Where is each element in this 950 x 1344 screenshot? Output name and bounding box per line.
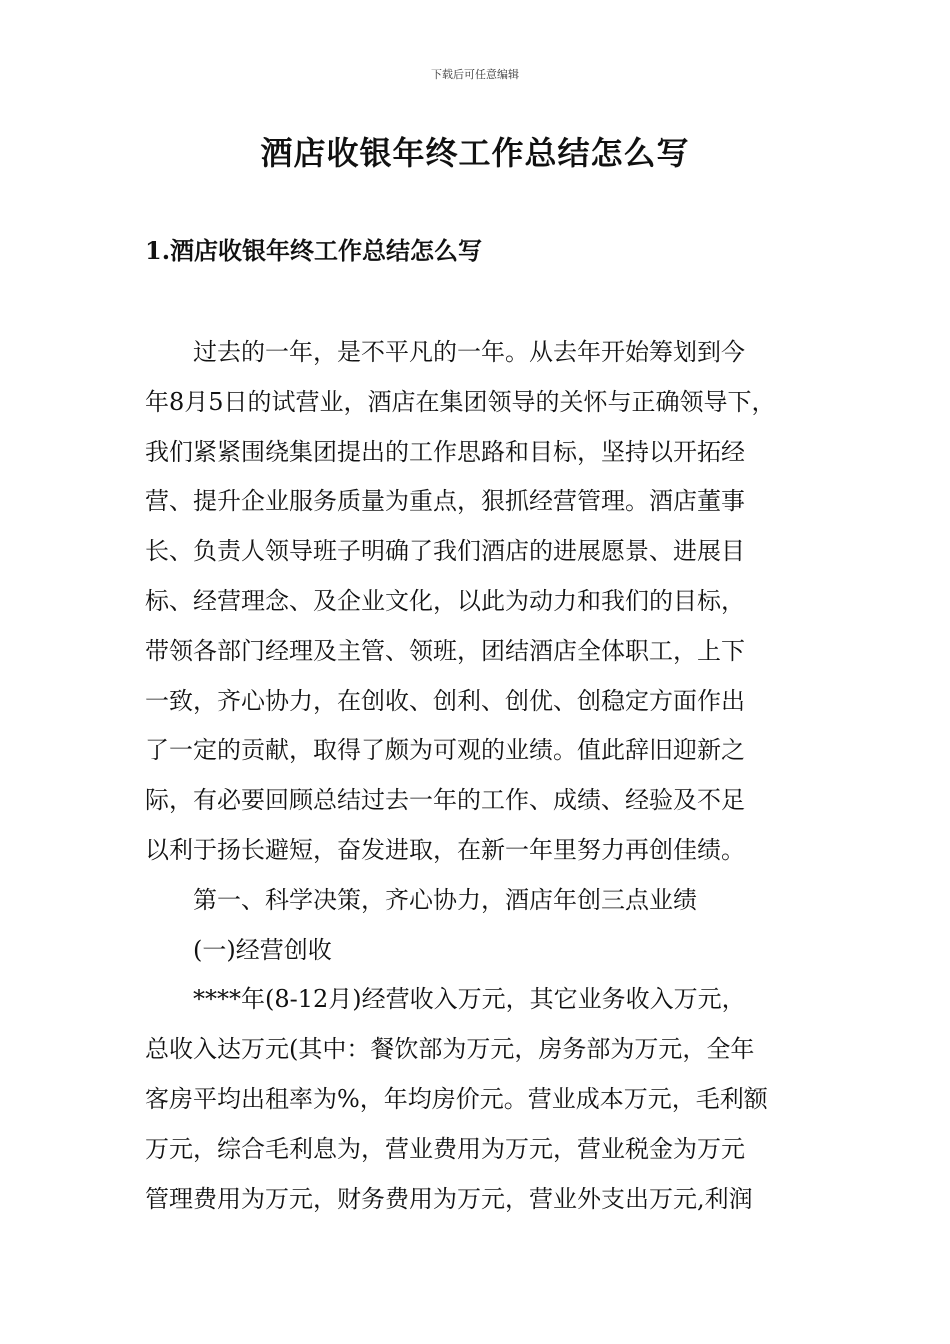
text-line: 长、负责人领导班子明确了我们酒店的进展愿景、进展目 [145, 537, 745, 566]
text-line: 万元，综合毛利息为，营业费用为万元，营业税金为万元 [145, 1134, 745, 1163]
subheading-operations [145, 926, 815, 976]
text-line: 际，有必要回顾总结过去一年的工作、成绩、经验及不足 [145, 786, 745, 815]
text-line: 管理费用为万元，财务费用为万元，营业外支出万元,利润 [145, 1184, 753, 1213]
page-title: 酒店收银年终工作总结怎么写 [260, 134, 690, 172]
text-line: 一致，齐心协力，在创收、创利、创优、创稳定方面作出 [145, 686, 745, 715]
subheading-first [145, 876, 815, 926]
text-line: 了一定的贡献，取得了颇为可观的业绩。值此辞旧迎新之 [145, 736, 745, 765]
text-line: 过去的一年，是不平凡的一年。从去年开始筹划到今 [193, 338, 745, 366]
text-line: 我们紧紧围绕集团提出的工作思路和目标，坚持以开拓经 [145, 437, 745, 466]
text-line: 第一、科学决策，齐心协力，酒店年创三点业绩 [193, 885, 697, 914]
text-line: (一)经营创收 [193, 935, 332, 964]
text-line: 客房平均出租率为%，年均房价元。营业成本万元，毛利额 [145, 1084, 768, 1113]
text-line: 标、经营理念、及企业文化，以此为动力和我们的目标， [145, 586, 745, 615]
text-line: 营、提升企业服务质量为重点，狠抓经营管理。酒店董事 [145, 487, 745, 516]
paragraph-intro [145, 328, 815, 876]
header-note: 下载后可任意编辑 [431, 68, 519, 81]
paragraph-revenue [145, 975, 815, 1224]
document-body [145, 328, 815, 1224]
text-line: 总收入达万元(其中：餐饮部为万元，房务部为万元，全年 [145, 1035, 755, 1064]
text-line: 带领各部门经理及主管、领班，团结酒店全体职工，上下 [145, 636, 745, 665]
section-heading: 1.酒店收银年终工作总结怎么写 [145, 236, 483, 265]
text-line: 年8月5日的试营业，酒店在集团领导的关怀与正确领导下， [145, 387, 776, 416]
text-line: ****年(8-12月)经营收入万元，其它业务收入万元， [193, 985, 746, 1014]
text-line: 以利于扬长避短，奋发进取，在新一年里努力再创佳绩。 [145, 835, 745, 864]
